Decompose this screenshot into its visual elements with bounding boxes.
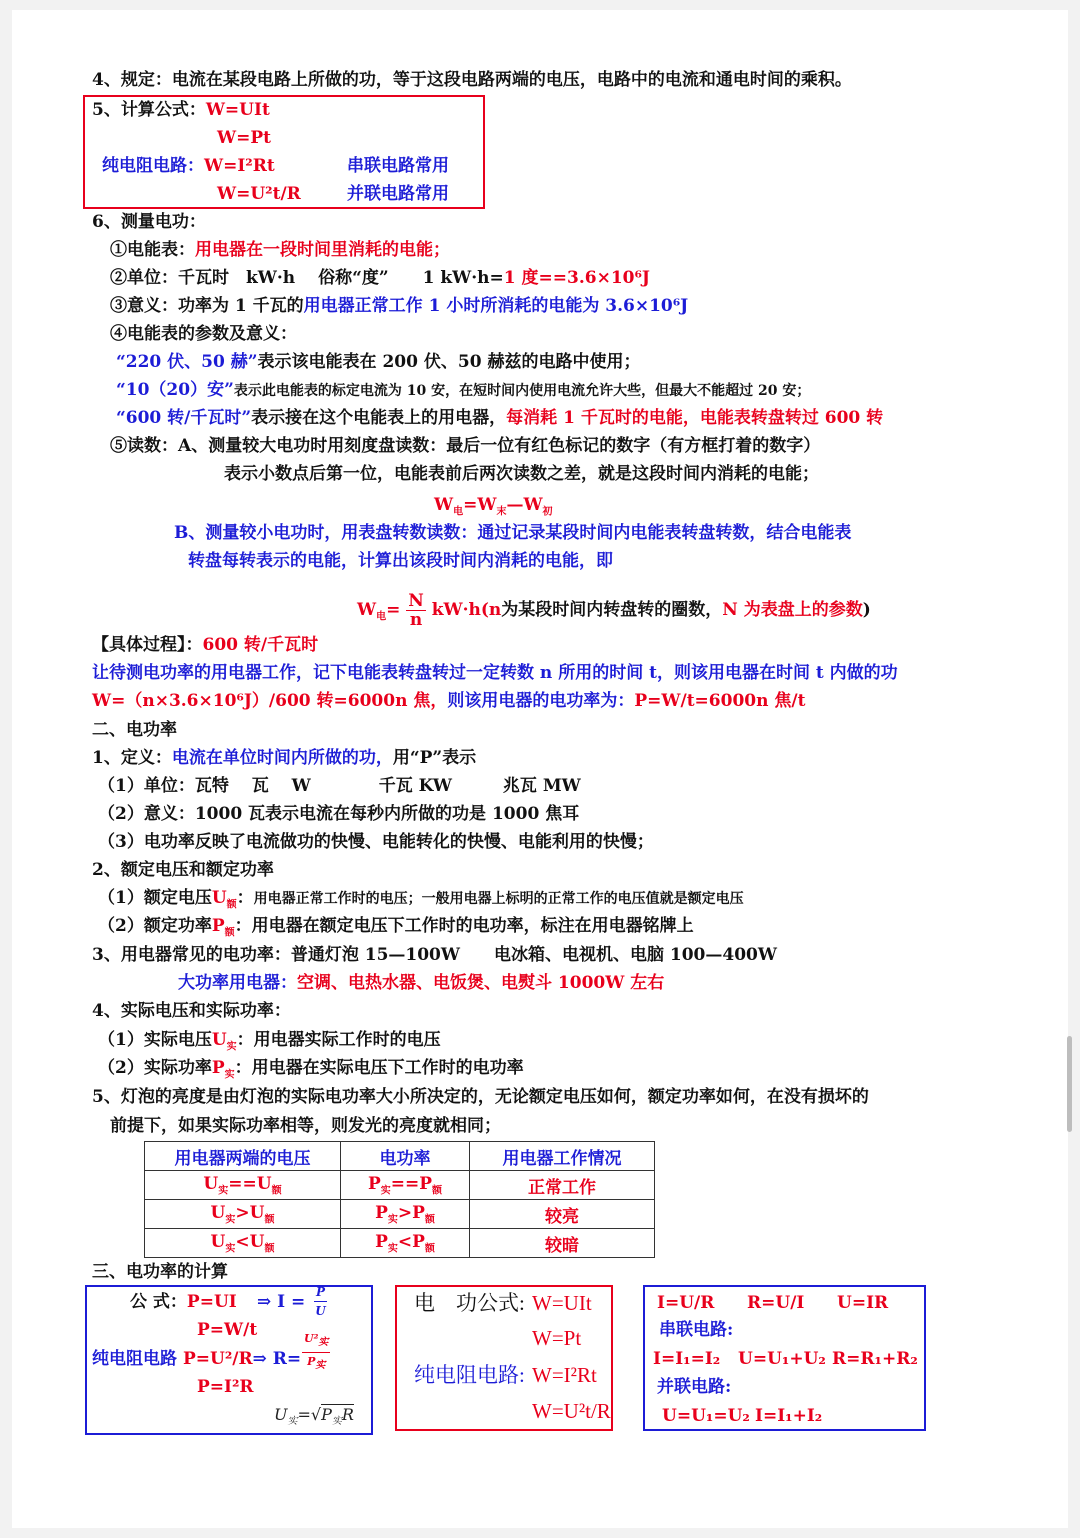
w-end: =W: [463, 495, 497, 515]
pf-implies-r: ⇒ R=: [252, 1349, 302, 1369]
pf-den-p: P: [307, 1355, 316, 1369]
ohm-u: [837, 1292, 888, 1314]
u: U: [203, 1173, 219, 1194]
wf-pure-label: [414, 1362, 525, 1388]
wf-w-uit: [532, 1290, 592, 1316]
ohm-r: [747, 1292, 804, 1314]
actual-power-desc: ：用电器在实际电压下工作时的电功率: [234, 1058, 524, 1078]
table-row: [145, 1200, 655, 1229]
pf-u-sub: 实: [287, 1416, 298, 1428]
params-heading: [110, 323, 297, 345]
pf-num-p: P: [314, 1283, 327, 1302]
rel: >U: [235, 1202, 265, 1223]
series-i-text: I=I₁=I₂: [653, 1349, 721, 1369]
definition-line: [92, 747, 476, 769]
meaning-1000w-text: （2）意义：1000 瓦表示电流在每秒内所做的功是 1000 焦耳: [98, 804, 580, 824]
n-desc: 为某段时间内转盘转的圈数，: [501, 600, 723, 620]
sub-e: 额: [226, 899, 237, 911]
high-power-line: [178, 972, 664, 994]
ohm-r-text: R=U/I: [747, 1293, 805, 1313]
meaning-1000w-line: [98, 803, 579, 825]
sub-shi-2: 实: [224, 1069, 235, 1081]
series-u: [738, 1348, 826, 1370]
rated-voltage-label: （1）额定电压: [98, 888, 212, 908]
cell-power: [341, 1200, 470, 1229]
pf-fraction-r: [302, 1330, 330, 1375]
process-power: P=W/t=6000n 焦/t: [634, 691, 806, 711]
numerator-N: N: [408, 591, 424, 611]
param-voltage-line: [116, 351, 640, 373]
wf-w-uit-text: W=UIt: [532, 1291, 592, 1315]
reading-a-cont-text: 表示小数点后第一位，电能表前后两次读数之差，就是这段时间内消耗的电能；: [224, 464, 819, 484]
equals: =: [386, 600, 401, 620]
rated-power-sym: P: [211, 916, 225, 936]
rated-heading-text: 2、额定电压和额定功率: [92, 860, 274, 880]
pf-line-2: [197, 1319, 257, 1341]
formula-label: 5、计算公式：: [92, 100, 206, 120]
pf-r: R: [341, 1405, 354, 1424]
pf-p-wt: P=W/t: [197, 1320, 258, 1340]
parallel-label-text: 并联电路:: [657, 1377, 732, 1397]
colon: ：: [236, 888, 254, 908]
param-current-line: [116, 379, 810, 402]
process-rate: 600 转/千瓦时: [202, 635, 319, 655]
param-voltage: “220 伏、50 赫”: [116, 352, 258, 372]
common-power-text: 3、用电器常见的电功率：普通灯泡 15—100W 电冰箱、电视机、电脑 100—400W: [92, 945, 777, 965]
cell-power: [341, 1229, 470, 1258]
pf-u: U: [274, 1405, 288, 1424]
rel: ==P: [390, 1173, 433, 1194]
definition-symbol: 用“P”表示: [392, 748, 477, 768]
u: U: [210, 1231, 226, 1252]
cell-power: [341, 1171, 470, 1200]
wf-w-pt: [532, 1325, 581, 1351]
process-power-label: 则该用电器的电功率为：: [447, 691, 635, 711]
high-power-label: 大功率用电器：: [178, 973, 297, 993]
actual-voltage-sym: U: [211, 1030, 227, 1050]
pf-sqrt: =√: [297, 1405, 322, 1424]
meaning-label: ③意义：功率为 1 千瓦的: [110, 296, 304, 316]
sub-shi: 实: [226, 1041, 237, 1053]
reflect-text: （3）电功率反映了电流做功的快慢、电能转化的快慢、电能利用的快慢；: [98, 832, 654, 852]
meter-label: ①电能表：: [110, 240, 195, 260]
pf-p-u2r: P=U²/R: [183, 1349, 253, 1369]
w-symbol-2: W: [357, 600, 377, 620]
parallel-u: [662, 1405, 750, 1427]
p: P: [375, 1202, 388, 1223]
N-desc: N 为表盘上的参数: [722, 600, 863, 620]
wf-w-i2rt: [532, 1362, 597, 1388]
ohm-i: [657, 1292, 714, 1314]
meaning-text: 用电器正常工作 1 小时所消耗的电能为 3.6×10⁶J: [303, 296, 689, 316]
param-current-desc: 表示此电能表的标定电流为 10 安，在短时间内使用电流允许大些，但最大不能超过 20 安；: [233, 383, 811, 399]
process-calc: [92, 690, 805, 712]
unit-line: [110, 267, 650, 289]
wf-w-u2tr-text: W=U²t/R: [532, 1399, 611, 1423]
cell-status: 较暗: [470, 1229, 655, 1258]
sub: 额: [264, 1243, 275, 1255]
comparison-table: [144, 1141, 655, 1258]
sub: 实: [225, 1243, 236, 1255]
sub: 实: [380, 1185, 391, 1197]
parallel-u-text: U=U₁=U₂: [662, 1406, 750, 1426]
cell-status: 正常工作: [470, 1171, 655, 1200]
revolution-formula: [357, 592, 871, 629]
p: P: [367, 1173, 381, 1194]
header-voltage: 用电器两端的电压: [145, 1142, 341, 1171]
meter-def: 用电器在一段时间里消耗的电能；: [195, 240, 450, 260]
measure-heading: [92, 211, 206, 233]
reading-b-cont-text: 转盘每转表示的电能，计算出该段时间内消耗的电能，即: [188, 551, 613, 571]
rel: <P: [397, 1231, 425, 1252]
actual-heading: [92, 1000, 291, 1022]
wf-w-pt-text: W=Pt: [532, 1326, 582, 1350]
ohm-u-text: U=IR: [837, 1293, 889, 1313]
section-2-title: 二、电功率: [92, 720, 177, 740]
param-rev-line: [116, 407, 883, 429]
rule-text: 4、规定：电流在某段电路上所做的功，等于这段电路两端的电压，电路中的电流和通电时间的乘积。: [92, 70, 852, 90]
fraction-n-over-n: [406, 592, 426, 629]
rel: <U: [235, 1231, 265, 1252]
wf-w-i2rt-text: W=I²Rt: [532, 1363, 597, 1387]
pf-num-sub: 实: [318, 1337, 329, 1349]
pf-num-u2: U²: [304, 1332, 319, 1345]
formula-line-4: [217, 183, 301, 205]
actual-voltage-label: （1）实际电压: [98, 1030, 212, 1050]
sub: 实: [225, 1214, 236, 1226]
parallel-label: [657, 1376, 731, 1398]
parallel-note: [347, 183, 449, 205]
series-r-text: R=R₁+R₂: [832, 1349, 918, 1369]
p: P: [375, 1231, 388, 1252]
section-3-title: 三、电功率的计算: [92, 1262, 228, 1282]
energy-diff-formula: [434, 494, 553, 523]
cell-status: 较亮: [470, 1200, 655, 1229]
w-symbol: W: [434, 495, 454, 515]
header-power: 电功率: [341, 1142, 470, 1171]
pf-line-1: [130, 1291, 237, 1313]
param-rev: “600 转/千瓦时”: [116, 408, 252, 428]
reflect-line: [98, 831, 654, 853]
parallel-note-text: 并联电路常用: [347, 184, 449, 204]
wf-label: 电 功公式:: [414, 1291, 525, 1315]
sub: 额: [424, 1214, 435, 1226]
series-u-text: U=U₁+U₂: [738, 1349, 826, 1369]
pf-p-sub: 实: [331, 1416, 342, 1428]
table-header-row: [145, 1142, 655, 1171]
rated-voltage-desc: 用电器正常工作时的电压；一般用电器上标明的正常工作的电压值就是额定电压: [253, 891, 744, 907]
scrollbar[interactable]: [1067, 1036, 1072, 1132]
formula-line-2: [217, 127, 271, 149]
definition-label: 1、定义：: [92, 748, 172, 768]
cell-voltage: [145, 1171, 341, 1200]
pf-implies-i: ⇒ I =: [257, 1292, 306, 1312]
process-label: 【具体过程】：: [92, 635, 203, 655]
sub-e-2: 额: [224, 927, 235, 939]
meter-line: [110, 239, 450, 261]
pf-actual-u: [274, 1404, 354, 1433]
sub: 额: [264, 1214, 275, 1226]
sub-chu: 初: [542, 506, 553, 518]
u: U: [210, 1202, 226, 1223]
param-rev-desc: 表示接在这个电能表上的用电器，: [251, 408, 507, 428]
pf-den-sub: 实: [315, 1360, 326, 1372]
rated-power-desc: ：用电器在额定电压下工作时的电功率，标注在用电器铭牌上: [234, 916, 694, 936]
section-2-heading: [92, 719, 177, 741]
paren-n: (n: [480, 600, 502, 620]
rated-heading: [92, 859, 274, 881]
brightness-cont: [110, 1115, 501, 1137]
actual-power-line: [98, 1057, 524, 1086]
parallel-i-text: I=I₁+I₂: [755, 1406, 823, 1426]
rated-power-label: （2）额定功率: [98, 916, 212, 936]
actual-power-sym: P: [211, 1058, 225, 1078]
params-heading-text: ④电能表的参数及意义：: [110, 324, 297, 344]
rated-power-line: [98, 915, 694, 944]
denominator-n: n: [409, 610, 423, 630]
series-label: [659, 1319, 733, 1341]
sub-mo: 末: [496, 506, 507, 518]
pf-line-4: [197, 1376, 254, 1398]
formula-line-3: [102, 155, 275, 177]
header-status: 用电器工作情况: [470, 1142, 655, 1171]
cell-voltage: [145, 1200, 341, 1229]
rel: ==U: [228, 1173, 272, 1194]
series-note-text: 串联电路常用: [347, 156, 449, 176]
param-current: “10（20）安”: [116, 380, 234, 400]
formula-w-u2tr: W=U²t/R: [217, 184, 301, 204]
sub: 实: [218, 1185, 229, 1197]
series-label-text: 串联电路:: [659, 1320, 734, 1340]
series-i: [653, 1348, 720, 1370]
document-page: [12, 10, 1068, 1528]
cell-voltage: [145, 1229, 341, 1258]
brightness-line: [92, 1086, 869, 1108]
rated-voltage-sym: U: [211, 888, 227, 908]
rated-voltage-line: [98, 887, 744, 916]
reading-b-text: B、测量较小电功时，用表盘转数读数：通过记录某段时间内电能表转盘转数，结合电能表: [174, 523, 852, 543]
definition-text: 电流在单位时间内所做的功，: [171, 748, 393, 768]
wf-w-u2tr: [532, 1398, 611, 1424]
reading-a-cont: [224, 463, 819, 485]
wf-line-1: [414, 1290, 525, 1316]
formula-w-uit: W=UIt: [205, 100, 270, 120]
sub-dian: 电: [453, 506, 464, 518]
pf-den-u: U: [315, 1304, 326, 1318]
pf-p-ui: P=UI: [186, 1292, 237, 1312]
sub: 实: [387, 1214, 398, 1226]
process-desc-text: 让待测电功率的用电器工作，记下电能表转盘转过一定转数 n 所用的时间 t，则该用电器在时间 t 内做的功: [92, 663, 898, 683]
rule-line: [92, 69, 852, 91]
pf-label: 公 式：: [130, 1292, 187, 1312]
sub: 实: [387, 1243, 398, 1255]
w-start: —W: [506, 495, 543, 515]
unit-label: ②单位：千瓦时 kW·h 俗称“度” 1 kW·h=: [110, 268, 504, 288]
wf-pure-label-text: 纯电阻电路:: [414, 1363, 525, 1387]
formula-w-i2rt: W=I²Rt: [204, 156, 275, 176]
reading-a-line: [110, 435, 820, 457]
ohm-i-text: I=U/R: [657, 1293, 715, 1313]
process-work: W=（n×3.6×10⁶J）/600 转=6000n 焦，: [92, 691, 448, 711]
series-note: [347, 155, 449, 177]
unit-kwh: kW·h: [431, 600, 481, 620]
table-row: [145, 1171, 655, 1200]
pf-p: P: [321, 1405, 332, 1424]
process-heading: [92, 634, 318, 656]
sub: 额: [424, 1243, 435, 1255]
param-rev-meaning: 每消耗 1 千瓦时的电能，电能表转盘转过 600 转: [506, 408, 884, 428]
brightness-text: 5、灯泡的亮度是由灯泡的实际电功率大小所决定的，无论额定电压如何，额定功率如何，在没有损坏的: [92, 1087, 869, 1107]
pf-i-eq: [257, 1291, 305, 1313]
table-row: [145, 1229, 655, 1258]
formula-line-1: [92, 99, 270, 121]
brightness-cont-text: 前提下，如果实际功率相等，则发光的亮度就相同；: [110, 1116, 501, 1136]
common-power-line: [92, 944, 777, 966]
meaning-line: [110, 295, 688, 317]
unit-value: 1 度==3.6×10⁶J: [503, 268, 650, 288]
section-3-heading: [92, 1261, 228, 1283]
series-r: [832, 1348, 918, 1370]
high-power-list: 空调、电热水器、电饭煲、电熨斗 1000W 左右: [297, 973, 665, 993]
units-text: （1）单位：瓦特 瓦 W 千瓦 KW 兆瓦 MW: [98, 776, 581, 796]
rel: >P: [397, 1202, 425, 1223]
process-desc: [92, 662, 898, 684]
pf-fraction-p-u: [314, 1283, 327, 1320]
sub: 额: [271, 1185, 282, 1197]
param-voltage-desc: 表示该电能表在 200 伏、50 赫兹的电路中使用；: [257, 352, 641, 372]
measure-heading-text: 6、测量电功：: [92, 212, 206, 232]
sub: 额: [432, 1185, 443, 1197]
actual-voltage-line: [98, 1029, 441, 1058]
formula-w-pt: W=Pt: [217, 128, 271, 148]
pf-line-3: [92, 1348, 301, 1370]
units-line: [98, 775, 581, 797]
actual-power-label: （2）实际功率: [98, 1058, 212, 1078]
actual-voltage-desc: ：用电器实际工作时的电压: [236, 1030, 441, 1050]
pf-p-i2r: P=I²R: [197, 1377, 254, 1397]
close-paren: ): [862, 600, 871, 620]
actual-heading-text: 4、实际电压和实际功率：: [92, 1001, 291, 1021]
reading-b-line: [174, 522, 851, 544]
parallel-i: [755, 1405, 822, 1427]
reading-a-text: ⑤读数：A、测量较大电功时用刻度盘读数：最后一位有红色标记的数字（有方框打着的数字）: [110, 436, 821, 456]
reading-b-cont: [188, 550, 613, 572]
pure-resistance-label: 纯电阻电路：: [102, 156, 204, 176]
pf-pure-label: 纯电阻电路: [92, 1349, 177, 1369]
sub-dian-2: 电: [376, 611, 387, 623]
